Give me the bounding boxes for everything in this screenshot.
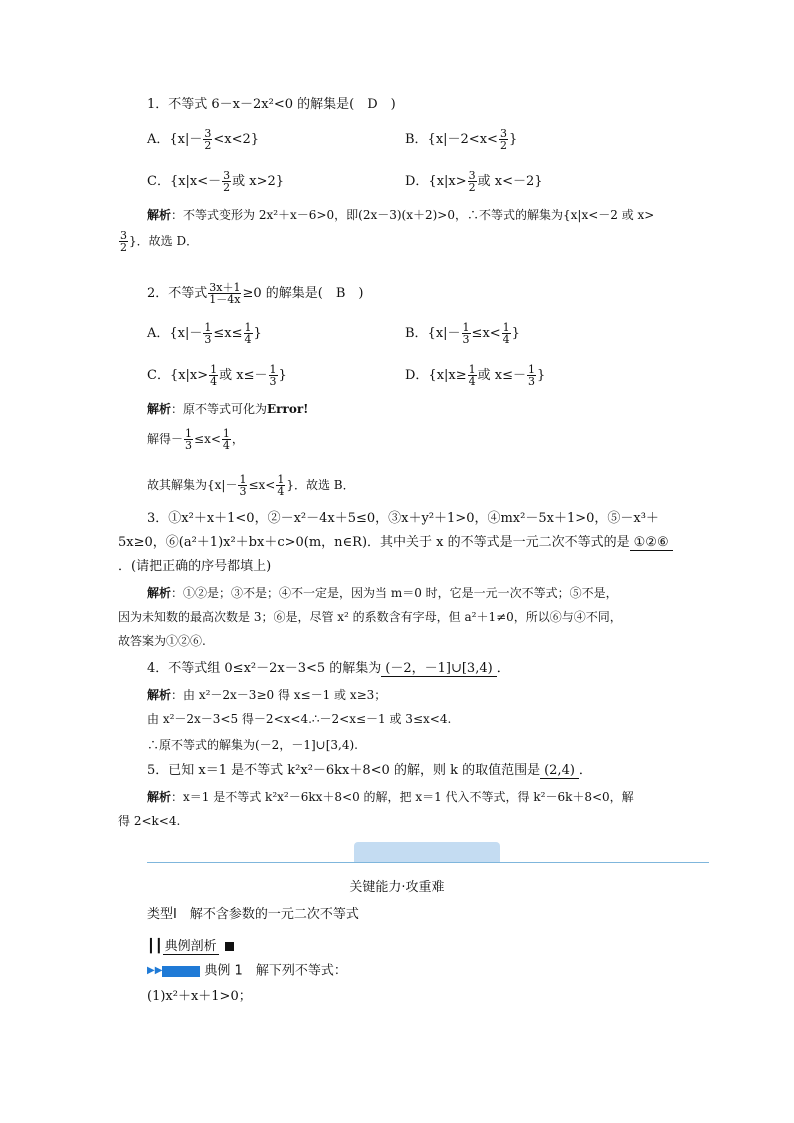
fraction: $\frac{1}{3}$ [462, 321, 470, 346]
q1-option-a: A．{x|－ $\frac{3}{2}$ <x<2} [147, 127, 260, 152]
q3-analysis-2: 因为未知数的最高次数是 3；⑥是，尽管 x² 的系数含有字母，但 a²＋1≠0，所以⑥与④不同， [118, 610, 622, 624]
q4-analysis-2: 由 x²－2x－3<5 得－2<x<4.∴－2<x≤－1 或 3≤x<4. [147, 712, 452, 726]
q2-option-a: A．{x|－ $\frac{1}{3}$ ≤x≤ $\frac{1}{4}$ } [147, 321, 262, 346]
q5-analysis-1: 解析：x＝1 是不等式 k²x²－6kx＋8<0 的解，把 x＝1 代入不等式，得 k²－6k＋8<0，解 [147, 790, 634, 804]
fraction: $\frac{1}{4}$ [468, 363, 476, 388]
type-title: 类型Ⅰ 解不含参数的一元二次不等式 [147, 907, 359, 922]
section-rule [147, 862, 709, 863]
q1-analysis: 解析：不等式变形为 2x²＋x－6>0，即(2x－3)(x＋2)>0，∴不等式的解集为{x|x<－2 或 x> [147, 208, 655, 222]
fraction: $\frac{1}{3}$ [204, 321, 212, 346]
q4-answer: (－2，－1]∪[3,4) [381, 661, 496, 677]
q2-option-b: B．{x|－ $\frac{1}{3}$ ≤x< $\frac{1}{4}$ } [405, 321, 520, 346]
q3-stem-line3: ．(请把正确的序号都填上) [118, 559, 272, 574]
fraction: $\frac{1}{3}$ [185, 427, 193, 452]
fraction: $\frac{3}{2}$ [223, 169, 231, 194]
q1-option-c: C．{x|x<－ $\frac{3}{2}$ 或 x>2} [147, 169, 285, 194]
q2-analysis-result: 故其解集为{x|－ $\frac{1}{3}$ ≤x< $\frac{1}{4}$ }．故选 B． [147, 473, 355, 498]
q1-option-d: D．{x|x> $\frac{3}{2}$ 或 x<－2} [405, 169, 543, 194]
example-item-1: (1)x²＋x＋1>0； [147, 989, 252, 1004]
bracket-icon: ┃┃ [147, 939, 163, 954]
fraction: $\frac{3}{2}$ [204, 127, 212, 152]
q4-analysis-1: 解析：由 x²－2x－3≥0 得 x≤－1 或 x≥3； [147, 688, 387, 702]
section-tab [354, 842, 500, 862]
fraction: $\frac{1}{4}$ [222, 427, 230, 452]
q1-analysis-cont: $\frac{3}{2}$ }．故选 D． [120, 229, 199, 254]
fraction: $\frac{1}{4}$ [502, 321, 510, 346]
q3-stem-line2: 5x≥0，⑥(a²＋1)x²＋bx＋c>0(m，n∈R)．其中关于 x 的不等式是一元二次不等式的是 ①②⑥ [118, 534, 673, 552]
fraction: $\frac{3}{2}$ [499, 127, 507, 152]
example-tag [162, 966, 200, 977]
q2-analysis-solve: 解得－ $\frac{1}{3}$ ≤x< $\frac{1}{4}$ ， [147, 427, 244, 452]
q3-answer: ①②⑥ [630, 535, 673, 551]
square-icon [225, 942, 234, 951]
q1-stem: 1．不等式 6－x－2x²<0 的解集是( D ) [147, 97, 396, 112]
q3-analysis-1: 解析：①②是；③不是；④不一定是，因为当 m＝0 时，它是一元一次不等式；⑤不是， [147, 586, 618, 600]
q2-analysis: 解析：原不等式可化为Error! [147, 402, 309, 416]
q2-option-c: C．{x|x> $\frac{1}{4}$ 或 x≤－ $\frac{1}{3}$ } [147, 363, 287, 388]
fraction: $\frac{3}{2}$ [120, 229, 127, 254]
q2-stem: 2．不等式 $\frac{3x+1}{1-4x}$ ≥0 的解集是( B ) [147, 281, 364, 306]
fraction: $\frac{1}{4}$ [277, 473, 285, 498]
q2-option-d: D．{x|x≥ $\frac{1}{4}$ 或 x≤－ $\frac{1}{3}$ } [405, 363, 546, 388]
example-heading: ▶▶ 典例 1 解下列不等式： [147, 963, 347, 979]
q3-analysis-3: 故答案为①②⑥. [118, 634, 206, 648]
q5-stem: 5．已知 x＝1 是不等式 k²x²－6kx＋8<0 的解，则 k 的取值范围是 (2,4) ． [147, 763, 592, 778]
double-arrow-icon: ▶▶ [147, 965, 163, 976]
fraction: $\frac{1}{3}$ [528, 363, 535, 388]
q4-stem: 4．不等式组 0≤x²－2x－3<5 的解集为 (－2，－1]∪[3,4) ． [147, 661, 510, 676]
q4-analysis-3: ∴原不等式的解集为(－2，－1]∪[3,4). [147, 738, 358, 752]
q5-analysis-2: 得 2<k<4. [118, 814, 181, 828]
section-title: 关键能力·攻重难 [349, 880, 445, 895]
fraction: $\frac{1}{3}$ [239, 473, 247, 498]
fraction: $\frac{3x+1}{1-4x}$ [209, 281, 241, 306]
fraction: $\frac{1}{3}$ [269, 363, 277, 388]
fraction: $\frac{3}{2}$ [468, 169, 476, 194]
fraction: $\frac{1}{4}$ [210, 363, 218, 388]
q5-answer: (2,4) [540, 763, 579, 779]
q1-option-b: B．{x|－2<x< $\frac{3}{2}$ } [405, 127, 518, 152]
analysis-heading: ┃┃ 典例剖析 [147, 938, 234, 956]
fraction: $\frac{1}{4}$ [244, 321, 252, 346]
q3-stem-line1: 3．①x²＋x＋1<0，②－x²－4x＋5≤0，③x＋y²＋1>0，④mx²－5x＋1>0，⑤－x³＋ [147, 511, 659, 526]
